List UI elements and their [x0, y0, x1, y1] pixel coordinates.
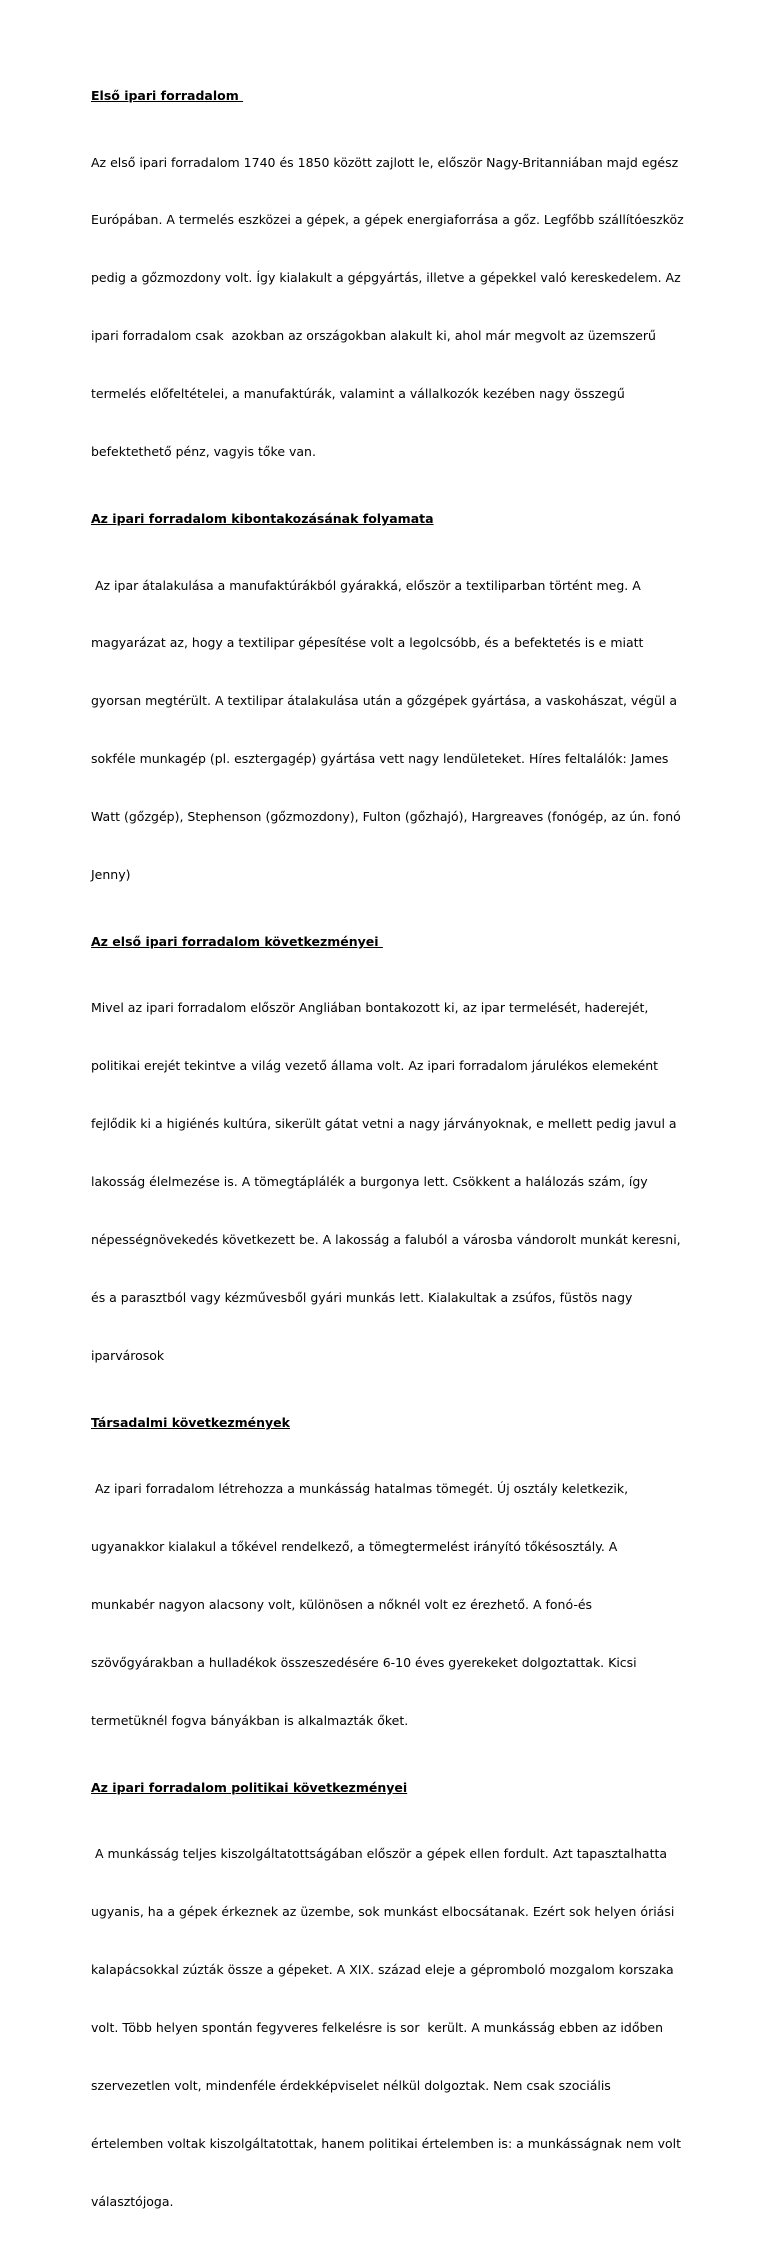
- paragraph-line: befektethető pénz, vagyis tőke van.: [91, 444, 316, 460]
- section-social-consequences: [91, 1413, 681, 1769]
- paragraph-line: politikai erejét tekintve a világ vezető állama volt. Az ipari forradalom járulékos elemeként: [91, 1058, 659, 1074]
- paragraph-line: A munkásság teljes kiszolgáltatottságában először a gépek ellen fordult. Azt tapasztalhatta: [91, 1846, 668, 1862]
- section-first-industrial-revolution: [91, 86, 684, 500]
- paragraph-line: volt. Több helyen spontán fegyveres felkelésre is sor került. A munkásság ebben az időben: [91, 2020, 664, 2036]
- paragraph-line: magyarázat az, hogy a textilipar gépesítése volt a legolcsóbb, és a befektetés is e miatt: [91, 635, 644, 651]
- paragraph-line: szervezetlen volt, mindenféle érdekképviselet nélkül dolgoztak. Nem csak szociális: [91, 2077, 611, 2093]
- section-heading: Első ipari forradalom: [91, 88, 244, 103]
- section-consequences: [91, 932, 681, 1404]
- paragraph-line: ipari forradalom csak azokban az országokban alakult ki, ahol már megvolt az üzemszerű: [91, 328, 656, 344]
- document-page: [91, 86, 684, 2259]
- section-paragraph: [91, 1441, 681, 1769]
- paragraph-line: Jenny): [91, 866, 131, 882]
- section-heading: Az első ipari forradalom következményei: [91, 933, 383, 949]
- section-unfolding-process: [91, 509, 681, 923]
- section-heading: Az ipari forradalom kibontakozásának folyamata: [91, 510, 434, 526]
- section-political-consequences: [91, 1778, 681, 2250]
- paragraph-line: népességnövekedés következett be. A lakosság a faluból a városba vándorolt munkát keresni,: [91, 1232, 681, 1248]
- paragraph-line: Európában. A termelés eszközei a gépek, a gépek energiaforrása a gőz. Legfőbb szállítóeszköz: [91, 212, 684, 228]
- paragraph-line: Az ipar átalakulása a manufaktúrákból gyárakká, először a textiliparban történt meg. A: [91, 577, 641, 593]
- paragraph-line: gyorsan megtérült. A textilipar átalakulása után a gőzgépek gyártása, a vaskohászat, végül a: [91, 693, 677, 709]
- paragraph-line: értelemben voltak kiszolgáltatottak, hanem politikai értelemben is: a munkásságnak nem volt: [91, 2135, 682, 2151]
- paragraph-line: fejlődik ki a higiénés kultúra, sikerült gátat vetni a nagy járványoknak, e mellett pedig javul a: [91, 1116, 677, 1132]
- section-paragraph: [91, 114, 684, 500]
- paragraph-line: termetüknél fogva bányákban is alkalmazták őket.: [91, 1712, 409, 1728]
- paragraph-line: és a parasztból vagy kézművesből gyári munkás lett. Kialakultak a zsúfos, füstös nagy: [91, 1289, 633, 1305]
- section-paragraph: [91, 1806, 681, 2250]
- paragraph-line: lakosság élelmezése is. A tömegtáplálék a burgonya lett. Csökkent a halálozás szám, így: [91, 1174, 648, 1190]
- paragraph-line: Az ipari forradalom létrehozza a munkásság hatalmas tömegét. Új osztály keletkezik,: [91, 1481, 629, 1497]
- section-paragraph: [91, 537, 681, 923]
- paragraph-line: szövőgyárakban a hulladékok összeszedésére 6-10 éves gyerekeket dolgoztattak. Kicsi: [91, 1654, 637, 1670]
- section-paragraph: [91, 960, 681, 1404]
- paragraph-line: pedig a gőzmozdony volt. Így kialakult a gépgyártás, illetve a gépekkel való kereskedelem. Az: [91, 270, 681, 286]
- paragraph-line: iparvárosok: [91, 1347, 165, 1363]
- paragraph-line: Az első ipari forradalom 1740 és 1850 között zajlott le, először Nagy-Britanniában majd egész: [91, 154, 679, 170]
- paragraph-line: sokféle munkagép (pl. esztergagép) gyártása vett nagy lendületeket. Híres feltalálók: James: [91, 751, 669, 767]
- paragraph-line: Mivel az ipari forradalom először Angliában bontakozott ki, az ipar termelését, haderejét,: [91, 1000, 649, 1016]
- paragraph-line: választójoga.: [91, 2193, 174, 2209]
- paragraph-line: ugyanis, ha a gépek érkeznek az üzembe, sok munkást elbocsátanak. Ezért sok helyen óriási: [91, 1904, 675, 1920]
- paragraph-line: termelés előfeltételei, a manufaktúrák, valamint a vállalkozók kezében nagy összegű: [91, 386, 625, 402]
- paragraph-line: ugyanakkor kialakul a tőkével rendelkező, a tömegtermelést irányító tőkésosztály. A: [91, 1539, 618, 1555]
- paragraph-line: Watt (gőzgép), Stephenson (gőzmozdony), Fulton (gőzhajó), Hargreaves (fonógép, az ún. fonó: [91, 809, 681, 825]
- section-heading: Társadalmi következmények: [91, 1414, 290, 1430]
- section-heading: Az ipari forradalom politikai következményei: [91, 1779, 408, 1795]
- paragraph-line: munkabér nagyon alacsony volt, különösen a nőknél volt ez érezhető. A fonó-és: [91, 1597, 593, 1613]
- paragraph-line: kalapácsokkal zúzták össze a gépeket. A XIX. század eleje a gépromboló mozgalom korszaka: [91, 1962, 674, 1978]
